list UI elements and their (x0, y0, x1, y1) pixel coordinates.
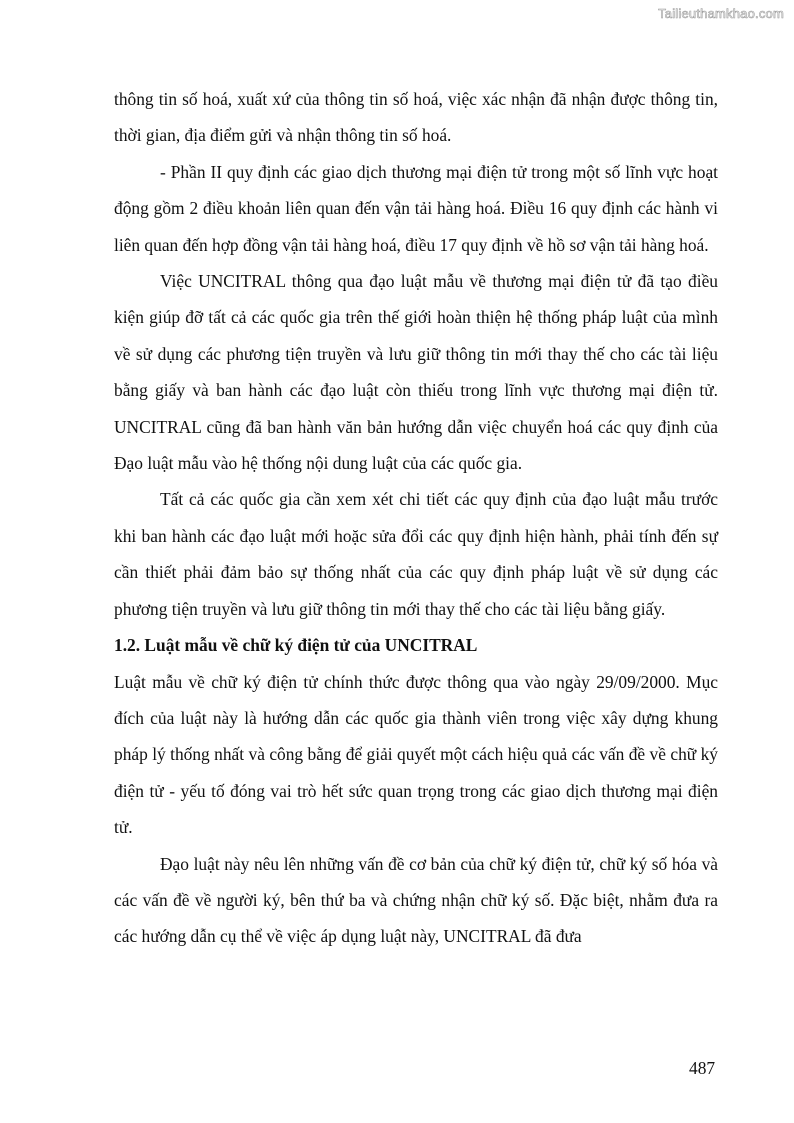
paragraph-law-issues: Đạo luật này nêu lên những vấn đề cơ bản của chữ ký điện tử, chữ ký số hóa và các vấn đề về người ký, bên thứ ba và chứng nhận chữ ký số. Đặc biệt, nhằm đưa ra các hướng dẫn cụ thể về việc áp dụng luật này, UNCITRAL đã đưa (114, 853, 718, 947)
paragraph-part-two: - Phần II quy định các giao dịch thương mại điện tử trong một số lĩnh vực hoạt động gồm 2 điều khoản liên quan đến vận tải hàng hoá. Điều 16 quy định các hành vi liên quan đến hợp đồng vận tải hàng hoá, điều 17 quy định về hồ sơ vận tải hàng hoá. (114, 161, 718, 255)
paragraph-continuation: thông tin số hoá, xuất xứ của thông tin số hoá, việc xác nhận đã nhận được thông tin, thời gian, địa điểm gửi và nhận thông tin số hoá. (114, 89, 718, 146)
section-heading: 1.2. Luật mẫu về chữ ký điện tử của UNCITRAL (114, 635, 478, 656)
watermark: Tailieuthamkhao.com (658, 6, 784, 21)
page-number: 487 (689, 1058, 716, 1078)
paragraph-uncitral-model-law: Việc UNCITRAL thông qua đạo luật mẫu về thương mại điện tử đã tạo điều kiện giúp đỡ tất cả các quốc gia trên thế giới hoàn thiện hệ thống pháp luật của mình về sử dụng các phương tiện truyền và lưu giữ thông tin mới thay thế cho các tài liệu bằng giấy và ban hành các đạo luật còn thiếu trong lĩnh vực thương mại điện tử. UNCITRAL cũng đã ban hành văn bản hướng dẫn việc chuyển hoá các quy định của Đạo luật mẫu vào hệ thống nội dung luật của các quốc gia. (114, 271, 718, 474)
paragraph-esignature-law: Luật mẫu về chữ ký điện tử chính thức được thông qua vào ngày 29/09/2000. Mục đích của luật này là hướng dẫn các quốc gia thành viên trong việc xây dựng khung pháp lý thống nhất và công bằng để giải quyết một cách hiệu quả các vấn đề về chữ ký điện tử - yếu tố đóng vai trò hết sức quan trọng trong các giao dịch thương mại điện tử. (114, 671, 718, 838)
paragraph-all-countries: Tất cả các quốc gia cần xem xét chi tiết các quy định của đạo luật mẫu trước khi ban hành các đạo luật mới hoặc sửa đổi các quy định hiện hành, phải tính đến sự cần thiết phải đảm bảo sự thống nhất của các quy định pháp luật về sử dụng các phương tiện truyền và lưu giữ thông tin mới thay thế cho các tài liệu bằng giấy. (114, 489, 718, 619)
page-body (114, 81, 718, 955)
